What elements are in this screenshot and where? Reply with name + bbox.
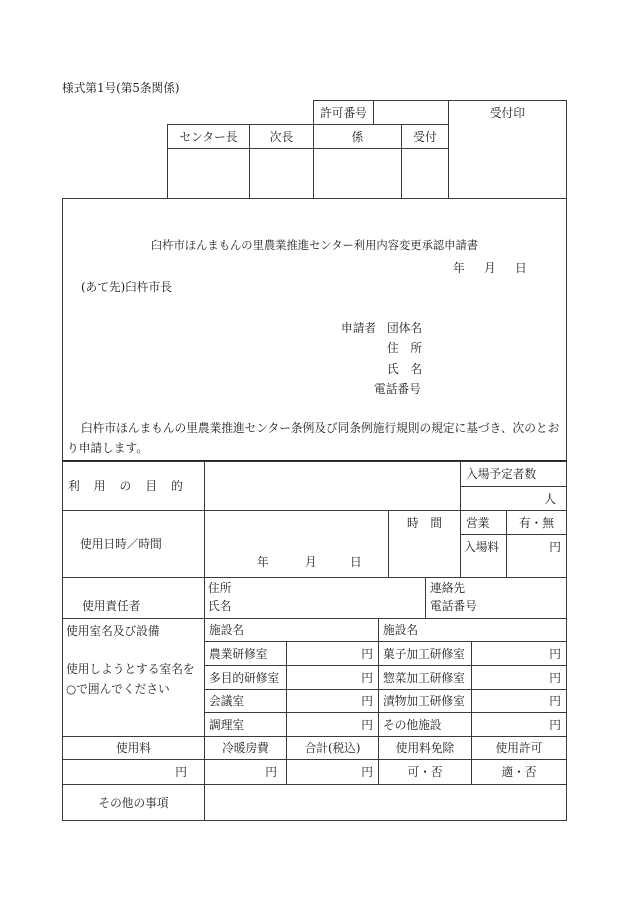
purpose-field: [204, 461, 461, 511]
signatory-header-staff: [313, 124, 402, 149]
room-fee-unit: 円: [549, 670, 561, 685]
room-fee-cell: [471, 712, 567, 737]
room-fee-unit: 円: [361, 717, 373, 732]
expected-attendance-label-cell: [460, 461, 567, 487]
expected-attendance-unit: 人: [544, 491, 556, 506]
fee-value: 適・否: [501, 765, 537, 779]
responsible-name-label: 氏名: [208, 599, 232, 613]
room-name: 農業研修室: [209, 646, 268, 661]
expected-attendance-field: [460, 486, 567, 511]
responsible-person-label: 使用責任者: [82, 599, 141, 613]
signatory-header-reception: [401, 124, 449, 149]
room-fee-cell: [471, 689, 567, 713]
fee-value: 円: [361, 765, 373, 779]
fee-value: 円: [265, 765, 277, 779]
fee-header-cell: [62, 736, 205, 760]
responsible-person-label-cell: [62, 577, 205, 619]
fee-value: 可・否: [407, 765, 443, 779]
signatory-header-vice-chief: [249, 124, 314, 149]
admission-fee-label-cell: [460, 534, 507, 578]
facility-column-header: 施設名: [209, 623, 245, 637]
facilities-label: 使用室名及び設備: [66, 624, 160, 638]
room-name: 惣菜加工研修室: [383, 670, 465, 685]
room-name: 菓子加工研修室: [383, 646, 465, 661]
reception-stamp-box: [448, 100, 567, 199]
room-name-cell: [378, 712, 472, 737]
room-name-cell: [204, 689, 287, 713]
applicant-heading: 申請者: [341, 321, 377, 335]
heating-cooling-fee-field: [204, 759, 287, 785]
fee-header: 使用料免除: [395, 741, 455, 755]
reception-stamp-label: 受付印: [489, 106, 526, 120]
room-name: その他施設: [383, 717, 442, 732]
applicant-phone-label: 電話番号: [374, 382, 421, 396]
responsible-phone-label: 電話番号: [430, 599, 477, 613]
seal-box-staff: [313, 148, 402, 199]
responsible-contact-label: 連絡先: [430, 581, 466, 595]
room-fee-cell: [471, 665, 567, 690]
room-fee-cell: [286, 665, 379, 690]
date-year: 年: [453, 261, 465, 275]
applicant-address-label: 住 所: [387, 341, 423, 355]
date-day: 日: [515, 261, 527, 275]
fee-header-cell: [204, 736, 287, 760]
fee-header: 使用許可: [495, 741, 543, 755]
room-fee-unit: 円: [549, 717, 561, 732]
permit-number-field: [373, 100, 449, 125]
other-matters-field: [204, 784, 567, 821]
facility-column-header: 施設名: [383, 623, 419, 637]
signatory-label: センター長: [179, 129, 238, 144]
room-name: 調理室: [209, 717, 245, 732]
signatory-header-center-chief: [167, 124, 250, 149]
responsible-address-label: 住所: [208, 581, 232, 595]
purpose-label-cell: [62, 461, 205, 511]
fee-header-cell: [471, 736, 567, 760]
room-name: 会議室: [209, 694, 245, 708]
time-label: 時 間: [406, 516, 443, 530]
room-name-cell: [204, 665, 287, 690]
usage-date-month: 月: [305, 555, 317, 569]
responsible-person-contact: [425, 577, 567, 619]
fee-value: 円: [175, 765, 187, 779]
room-fee-cell: [286, 689, 379, 713]
facility-header-right: [378, 618, 567, 642]
permit-number-label: 許可番号: [320, 105, 367, 120]
room-fee-cell: [286, 712, 379, 737]
business-options-cell: [506, 510, 567, 535]
other-matters-label-cell: [62, 784, 205, 821]
expected-attendance-label: 入場予定者数: [466, 467, 537, 481]
room-name-cell: [204, 712, 287, 737]
room-fee-cell: [471, 641, 567, 666]
seal-box-center-chief: [167, 148, 250, 199]
fee-header-cell: [378, 736, 472, 760]
room-name-cell: [204, 641, 287, 666]
room-fee-unit: 円: [361, 694, 373, 708]
time-field: [388, 510, 461, 578]
room-name: 多目的研修室: [209, 670, 280, 685]
fee-header: 使用料: [115, 741, 152, 755]
usage-date-field: [204, 510, 389, 578]
addressee: (あて先)臼杵市長: [81, 280, 172, 294]
fee-header-cell: [286, 736, 379, 760]
room-fee-unit: 円: [549, 694, 561, 708]
fee-exemption-field: [378, 759, 472, 785]
admission-fee-label: 入場料: [464, 540, 500, 554]
admission-fee-unit: 円: [549, 540, 561, 554]
responsible-person-info: [204, 577, 426, 619]
datetime-label-cell: [62, 510, 205, 578]
statement-line: り申請します。: [67, 441, 148, 455]
usage-date-day: 日: [350, 555, 362, 569]
seal-box-reception: [401, 148, 449, 199]
room-fee-unit: 円: [361, 646, 373, 661]
room-name-cell: [378, 641, 472, 666]
business-label: 営業: [466, 515, 490, 530]
usage-fee-field: [62, 759, 205, 785]
room-fee-cell: [286, 641, 379, 666]
facilities-instruction-line: 使用しようとする室名を: [66, 662, 195, 676]
room-fee-unit: 円: [361, 670, 373, 685]
signatory-label: 係: [351, 129, 364, 144]
statement-line: 臼杵市ほんまもんの里農業推進センター条例及び同条例施行規則の規定に基づき、次のとお: [81, 421, 560, 435]
facility-header-left: [204, 618, 379, 642]
purpose-label: 利 用 の 目 的: [68, 479, 184, 493]
room-name: 漬物加工研修室: [383, 694, 465, 708]
other-matters-label: その他の事項: [98, 795, 169, 810]
signatory-label: 次長: [269, 129, 294, 144]
date-month: 月: [484, 261, 496, 275]
permit-number-label-cell: [313, 100, 374, 125]
room-name-cell: [378, 689, 472, 713]
room-fee-unit: 円: [549, 646, 561, 661]
seal-box-vice-chief: [249, 148, 314, 199]
facilities-label-cell: [62, 618, 205, 737]
total-fee-field: [286, 759, 379, 785]
fee-header: 合計(税込): [304, 741, 361, 755]
datetime-label: 使用日時／時間: [80, 537, 162, 551]
applicant-name-label: 氏 名: [387, 362, 423, 376]
form-number: 様式第1号(第5条関係): [62, 81, 180, 95]
usage-date-year: 年: [257, 555, 269, 569]
document-title: 臼杵市ほんまもんの里農業推進センター利用内容変更承認申請書: [150, 239, 479, 252]
fee-header: 冷暖房費: [222, 741, 269, 755]
admission-fee-field: [506, 534, 567, 578]
application-letter: [62, 198, 567, 462]
business-options: 有・無: [518, 515, 555, 530]
room-name-cell: [378, 665, 472, 690]
signatory-label: 受付: [413, 129, 437, 144]
facilities-instruction-line: ○で囲んでください: [66, 682, 170, 696]
usage-permission-field: [471, 759, 567, 785]
applicant-organization-label: 団体名: [387, 321, 423, 335]
business-label-cell: [460, 510, 507, 535]
